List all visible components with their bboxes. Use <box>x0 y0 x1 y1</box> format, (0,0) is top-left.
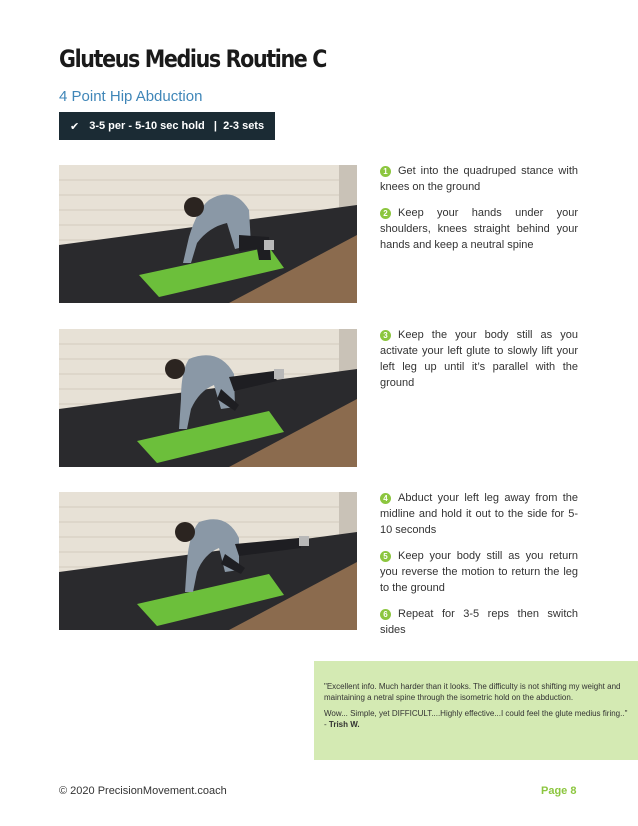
page-number: Page 8 <box>541 785 577 797</box>
page-title: Gluteus Medius Routine C <box>59 45 327 73</box>
step-text: Keep the your body still as you activate your left glute to slowly lift your left leg up until it’s parallel with the ground <box>380 329 578 389</box>
steps-group-1 <box>380 163 578 263</box>
step-text: Get into the quadruped stance with knees on the ground <box>380 165 578 193</box>
step-text: Keep your body still as you return you reverse the motion to return the leg to the ground <box>380 550 578 594</box>
exercise-subtitle: 4 Point Hip Abduction <box>59 88 203 105</box>
step-text: Abduct your left leg away from the midline and hold it out to the side for 5-10 seconds <box>380 492 578 536</box>
step-2 <box>380 205 578 253</box>
step-number-badge: 1 <box>380 166 391 177</box>
testimonial-text: Wow... Simple, yet DIFFICULT....Highly effective...I could feel the glute medius firing.." - <box>324 709 628 729</box>
step-5 <box>380 548 578 596</box>
step-1 <box>380 163 578 195</box>
step-3 <box>380 327 578 391</box>
step-number-badge: 3 <box>380 330 391 341</box>
step-number-badge: 6 <box>380 609 391 620</box>
step-4 <box>380 490 578 538</box>
prescription-badge <box>59 112 275 140</box>
testimonial-paragraph-1: "Excellent info. Much harder than it looks. The difficulty is not shifting my weight and maintaining a netral spine through the isometric hold on the abduction. <box>324 682 621 702</box>
exercise-photo-1 <box>59 165 357 303</box>
step-number-badge: 5 <box>380 551 391 562</box>
step-text: Keep your hands under your shoulders, knees straight behind your hands and keep a neutral spine <box>380 207 578 251</box>
check-icon: ✔ <box>70 120 80 133</box>
step-6 <box>380 606 578 638</box>
exercise-photo-3 <box>59 492 357 630</box>
exercise-photo-2 <box>59 329 357 467</box>
testimonial-box <box>314 661 638 760</box>
copyright-footer: © 2020 PrecisionMovement.coach <box>59 785 227 797</box>
testimonial-author: Trish W. <box>328 719 360 729</box>
steps-group-2 <box>380 327 578 401</box>
steps-group-3 <box>380 490 578 648</box>
step-number-badge: 2 <box>380 208 391 219</box>
step-number-badge: 4 <box>380 493 391 504</box>
badge-text: 3-5 per - 5-10 sec hold | 2-3 sets <box>89 120 265 132</box>
testimonial-paragraph-2 <box>324 709 628 730</box>
step-text: Repeat for 3-5 reps then switch sides <box>380 608 578 636</box>
